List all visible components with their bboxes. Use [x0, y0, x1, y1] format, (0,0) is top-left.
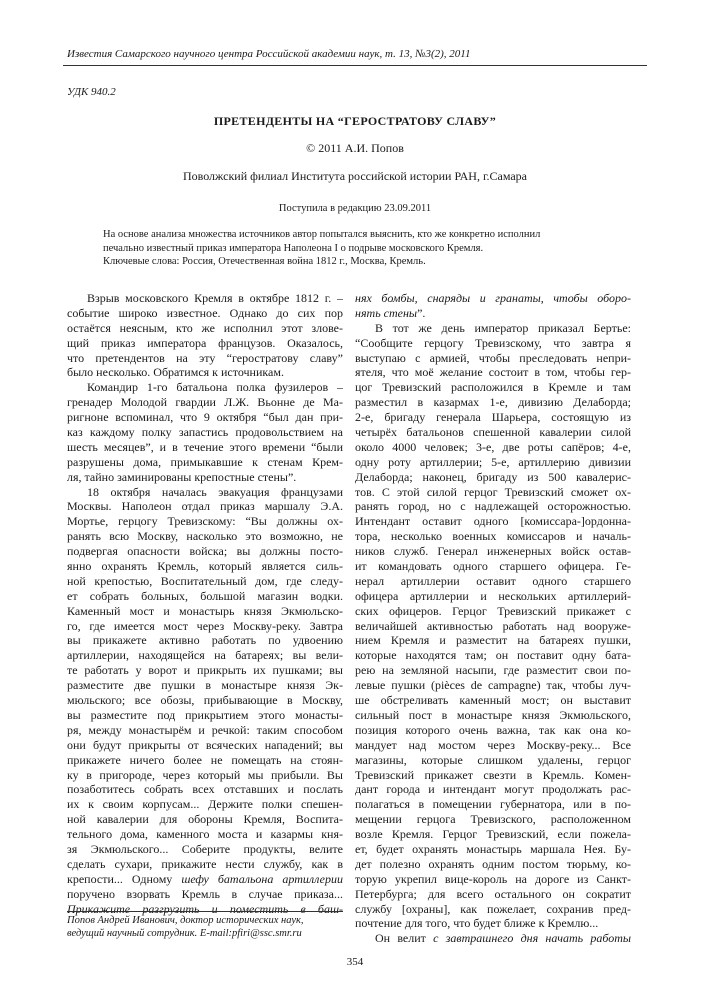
body-text-line [67, 380, 343, 395]
body-text-line [67, 321, 343, 336]
body-text-line [67, 410, 343, 425]
body-text-segment: было несколько. Обратимся к источникам. [67, 365, 284, 380]
body-text-segment: выступаю с армией, чтобы преследовать непри- [355, 350, 631, 365]
body-text-segment: Петербурга; для всего остального он сократит [355, 886, 631, 901]
body-text-segment: около 4000 человек; 3-е, две роты сапёров; 4-е, [355, 439, 631, 454]
body-text-line [355, 663, 631, 678]
body-text-segment: разместите две пушки в монастыре князя Эк- [67, 678, 343, 693]
body-text-line [67, 499, 343, 514]
body-text-segment: сделать сухари, прикажите нести службу, как в [67, 856, 343, 871]
body-text-line [67, 529, 343, 544]
body-text-line [67, 306, 343, 321]
footnote-line: Попов Андрей Иванович, доктор исторических наук, [67, 915, 304, 926]
body-column-left [67, 291, 343, 916]
body-text-segment: величайшей активностью работать над вооруже- [355, 618, 631, 633]
body-text-segment: крепости... Одному [67, 871, 182, 886]
body-text-line [355, 857, 631, 872]
body-text-line [67, 723, 343, 738]
body-text-segment: 2-е, бригаду генерала Шарьера, состоящую из [355, 410, 631, 425]
body-text-line [67, 514, 343, 529]
body-text-line [67, 693, 343, 708]
body-text-line [67, 633, 343, 648]
body-text-line [355, 902, 631, 917]
received-date: Поступила в редакцию 23.09.2011 [278, 203, 432, 214]
body-text-segment: ригноне вспоминал, что 9 октября “был дан при- [67, 410, 343, 425]
body-text-segment: те работать у ворот и прикрыть их пушками; вы [67, 663, 343, 678]
copyright-author: © 2011 А.И. Попов [306, 141, 404, 155]
body-text-line [67, 887, 343, 902]
body-text-segment: В тот же день император приказал Бертье: [375, 320, 631, 335]
body-text-segment: каз каждому полку запастись продовольствием на [67, 425, 343, 440]
body-text-segment: позаботитесь собрать всех отставших и послать [67, 782, 343, 797]
body-text-line [355, 827, 631, 842]
body-text-line [355, 842, 631, 857]
body-text-line [355, 440, 631, 455]
body-text-line [355, 365, 631, 380]
body-text-line [355, 514, 631, 529]
journal-header: Известия Самарского научного центра Российской академии наук, т. 13, №3(2), 2011 [67, 48, 471, 60]
body-italic-segment: нях бомбы, снаряды и гранаты, чтобы оборо- [355, 291, 631, 305]
body-text-line [67, 768, 343, 783]
body-text-line [355, 351, 631, 366]
body-text-line [355, 485, 631, 500]
body-text-segment: ников служб. Генерал инженерных войск остав- [355, 544, 631, 559]
body-text-segment: тов. С этой силой герцог Тревизский сможет ох- [355, 484, 631, 499]
body-text-line [355, 887, 631, 902]
body-text-segment: которые находятся там; он поставит одну бата- [355, 648, 631, 663]
body-text-line [355, 872, 631, 887]
body-text-line [67, 544, 343, 559]
body-text-segment: мещении герцога Тревизского, расположенном [355, 812, 631, 827]
body-text-line [67, 440, 343, 455]
body-text-segment: ских офицеров. Герцог Тревизский прикажет с [355, 603, 631, 618]
body-italic-segment: шефу батальона артиллерии [181, 871, 343, 886]
body-text-line [67, 842, 343, 857]
abstract [103, 228, 615, 269]
body-text-segment: ет собрать больных, большой магазин водки. [67, 588, 343, 603]
body-italic-segment: Прикажите разгрузить и поместить в баш- [67, 901, 343, 916]
body-text-line [355, 782, 631, 797]
body-text-line [67, 782, 343, 797]
body-text-segment: их к своим корпусам... Держите полки спешен- [67, 797, 343, 812]
body-text-line [355, 693, 631, 708]
body-text-line [67, 619, 343, 634]
footnote-line: ведущий научный сотрудник. E-mail:pfiri@ssc.smr.ru [67, 928, 302, 939]
article-title: ПРЕТЕНДЕНТЫ НА “ГЕРОСТРАТОВУ СЛАВУ” [213, 114, 497, 128]
body-text-line [355, 768, 631, 783]
body-text-line [355, 306, 631, 321]
body-text-segment: одну роту артиллерии; 5-е, артиллерию дивизии [355, 454, 631, 469]
body-italic-segment: с завтрашнего дня начать работы [433, 931, 631, 946]
body-text-line [355, 738, 631, 753]
body-text-line [355, 648, 631, 663]
body-text-segment: мандует над мостом через Москву-реку... Все [355, 737, 631, 752]
body-text-line [355, 410, 631, 425]
body-text-line [355, 529, 631, 544]
body-text-segment: ной крепостью, Воспитательный дом, где следу- [67, 573, 343, 588]
body-text-line [67, 648, 343, 663]
body-text-line [67, 604, 343, 619]
body-text-segment: Мортье, герцогу Тревизскому: “Вы должны ох- [67, 514, 343, 529]
body-text-line [67, 827, 343, 842]
body-text-segment: полагаться в помещении губернатора, или в по- [355, 797, 631, 812]
body-text-line [67, 753, 343, 768]
body-text-segment: артиллерии, находящейся на батареях; вы вели- [67, 648, 343, 663]
body-text-line [355, 380, 631, 395]
body-text-segment: янно охранять Кремль, который является силь- [67, 559, 343, 574]
body-text-segment: зя Экмюльского... Соберите продукты, велите [67, 841, 343, 856]
body-text-segment: разрушены дома, примыкавшие к стенам Крем- [67, 454, 343, 469]
body-text-segment: Он велит [375, 931, 434, 946]
body-text-segment: нерал артиллерии оставит одного старшего [355, 573, 631, 588]
body-text-line [355, 559, 631, 574]
body-text-segment: Делаборда; наконец, бригаду из 500 кавалерис- [355, 469, 631, 484]
body-text-segment: остаётся неясным, кто же исполнил этот злове- [67, 320, 343, 335]
body-text-segment: прикажете ничего более не помещать на стоян- [67, 752, 343, 767]
body-text-segment: ку в пригороде, через который мы прибыли. Вы [67, 767, 343, 782]
body-text-segment: тора, несколько военных комиссаров и началь- [355, 529, 631, 544]
body-text-segment: ет, будет охранять монастырь маршала Нея. Бу- [355, 841, 631, 856]
footnote-rule [67, 911, 343, 912]
body-text-segment: Каменный мост и монастырь князя Экмюльско- [67, 603, 343, 618]
body-text-segment: офицера артиллерии и нескольких артиллерий- [355, 588, 631, 603]
body-text-segment: магазины, которые слишком удалены, герцог [355, 752, 631, 767]
body-italic-segment: нять стены [355, 305, 418, 320]
body-text-line [67, 470, 343, 485]
body-text-segment: Тревизский прикажет свезти в Кремль. Комен- [355, 767, 631, 782]
body-text-line [355, 574, 631, 589]
body-text-line [67, 797, 343, 812]
body-text-segment: 18 октября началась эвакуация французами [87, 484, 343, 499]
body-text-line [355, 723, 631, 738]
body-text-segment: цог Тревизский расположился в Кремле и там [355, 380, 631, 395]
body-text-line [67, 559, 343, 574]
body-text-line [67, 708, 343, 723]
body-text-line [355, 291, 631, 306]
body-text-segment: левые пушки (pièces de campagne) так, чтобы луч- [355, 678, 631, 693]
body-text-segment: вы разместите под прикрытием этого монасты- [67, 707, 343, 722]
body-text-segment: ля, тайно заминированы крепостные стены”. [67, 469, 297, 484]
body-text-segment: ря, между монастырём и речкой: таким способом [67, 722, 343, 737]
body-text-line [355, 931, 631, 946]
author-footnote [67, 914, 343, 940]
body-text-line [67, 455, 343, 470]
body-text-segment: го, где имеется мост через Москву-реку. Завтра [67, 618, 343, 633]
body-text-line [67, 738, 343, 753]
body-text-segment: Командир 1-го батальона полка фузилеров – [87, 380, 343, 395]
body-text-line [355, 708, 631, 723]
udk-code: УДК 940.2 [67, 86, 116, 98]
body-text-line [67, 872, 343, 887]
abstract-line: На основе анализа множества источников автор попытался выяснить, кто же конкретно исполнил [103, 229, 541, 240]
body-text-line [67, 291, 343, 306]
body-text-segment: Интендант оставит одного [комиссара-]ордонна- [355, 514, 631, 529]
body-text-segment: поручено взорвать Кремль в случае приказа... [67, 886, 343, 901]
body-text-segment: ранять всю Москву, насколько это возможно, не [67, 529, 343, 544]
body-text-line [67, 589, 343, 604]
body-text-segment: ит командовать одного старшего офицера. Ге- [355, 559, 631, 574]
body-text-segment: подвергая опасности войска; вы должны посто- [67, 544, 343, 559]
body-text-line [355, 916, 631, 931]
body-text-line [355, 395, 631, 410]
body-text-segment: ше обстреливать каменный мост; он выставит [355, 693, 631, 708]
body-text-line [355, 619, 631, 634]
body-text-line [355, 633, 631, 648]
body-text-segment: сильный пост в монастыре князя Экмюльского, [355, 707, 631, 722]
body-text-line [67, 812, 343, 827]
body-text-segment: почтение для того, что будет ближе к Кремлю... [355, 916, 599, 931]
body-text-segment: ”. [417, 305, 426, 320]
body-text-segment: “Сообщите герцогу Тревизскому, что завтра я [355, 335, 631, 350]
body-column-right [355, 291, 631, 946]
body-text-line [355, 797, 631, 812]
body-text-line [355, 544, 631, 559]
body-text-line [67, 395, 343, 410]
body-text-segment: четырёх батальонов спешенной кавалерии силой [355, 425, 631, 440]
body-text-line [355, 455, 631, 470]
body-text-segment: торую укрепил вице-король на дороге из Санкт- [355, 871, 631, 886]
body-text-segment: ной кавалерии для обороны Кремля, Воспита- [67, 812, 343, 827]
body-text-line [355, 753, 631, 768]
body-text-line [67, 574, 343, 589]
body-text-segment: они будут прикрыты от всяческих нападений; вы [67, 737, 343, 752]
body-text-line [355, 499, 631, 514]
author-affiliation: Поволжский филиал Института российской истории РАН, г.Самара [182, 169, 528, 183]
body-text-line [67, 351, 343, 366]
body-text-segment: щий приказ императора французов. Оказалось, [67, 335, 343, 350]
body-text-line [67, 678, 343, 693]
body-text-segment: разместил в казармах 1-е, дивизию Делаборда; [355, 395, 631, 410]
body-text-segment: службу [охраны], как пожелает, сохранив пред- [355, 901, 631, 916]
body-text-segment: мюльского; все обозы, прибывающие в Москву, [67, 693, 343, 708]
body-text-line [355, 425, 631, 440]
body-text-segment: вы прикажете активно работать по удвоению [67, 633, 343, 648]
body-text-line [67, 365, 343, 380]
page-number: 354 [346, 956, 364, 968]
body-text-segment: дант города и интендант могут продолжать рас- [355, 782, 631, 797]
body-text-line [355, 470, 631, 485]
body-text-segment: нием Кремля и разместит на батареях пушки, [355, 633, 631, 648]
body-text-line [355, 812, 631, 827]
body-text-line [355, 321, 631, 336]
body-text-segment: дет полезно охранять одним постом тюрьму, ко- [355, 856, 631, 871]
body-text-segment: событие широко известное. Однако до сих пор [67, 305, 343, 320]
body-text-line [67, 425, 343, 440]
body-text-line [355, 604, 631, 619]
body-text-line [67, 663, 343, 678]
body-text-line [355, 678, 631, 693]
body-text-segment: гренадер Молодой гвардии Л.Ж. Вьонне де Ма- [67, 395, 343, 410]
body-text-segment: ранять город, но с надлежащей осторожностью. [355, 499, 631, 514]
body-text-segment: Москвы. Наполеон отдал приказ маршалу Э.А. [67, 499, 343, 514]
body-text-segment: что претендентов на эту “геростратову славу” [67, 350, 343, 365]
body-text-segment: рею на земляной насыпи, где разместит свои по- [355, 663, 631, 678]
body-text-line [67, 857, 343, 872]
keywords-line: Ключевые слова: Россия, Отечественная война 1812 г., Москва, Кремль. [103, 256, 426, 267]
body-text-segment: возле Кремля. Герцог Тревизский, если пожела- [355, 827, 631, 842]
body-text-line [355, 336, 631, 351]
body-text-line [67, 336, 343, 351]
body-text-segment: ятеля, что моё желание состоит в том, чтобы гер- [355, 365, 631, 380]
body-text-line [355, 589, 631, 604]
body-text-segment: тельного дома, каменного моста и казармы кня- [67, 827, 343, 842]
body-text-segment: шесть месяцев”, и в течение этого времени “были [67, 439, 343, 454]
abstract-line: печально известный приказ императора Наполеона I о подрыве московского Кремля. [103, 242, 484, 254]
body-text-segment: Взрыв московского Кремля в октябре 1812 г. – [87, 291, 343, 305]
body-text-segment: позиция которого очень важна, так как она ко- [355, 722, 631, 737]
header-rule [63, 65, 647, 66]
body-text-line [67, 485, 343, 500]
